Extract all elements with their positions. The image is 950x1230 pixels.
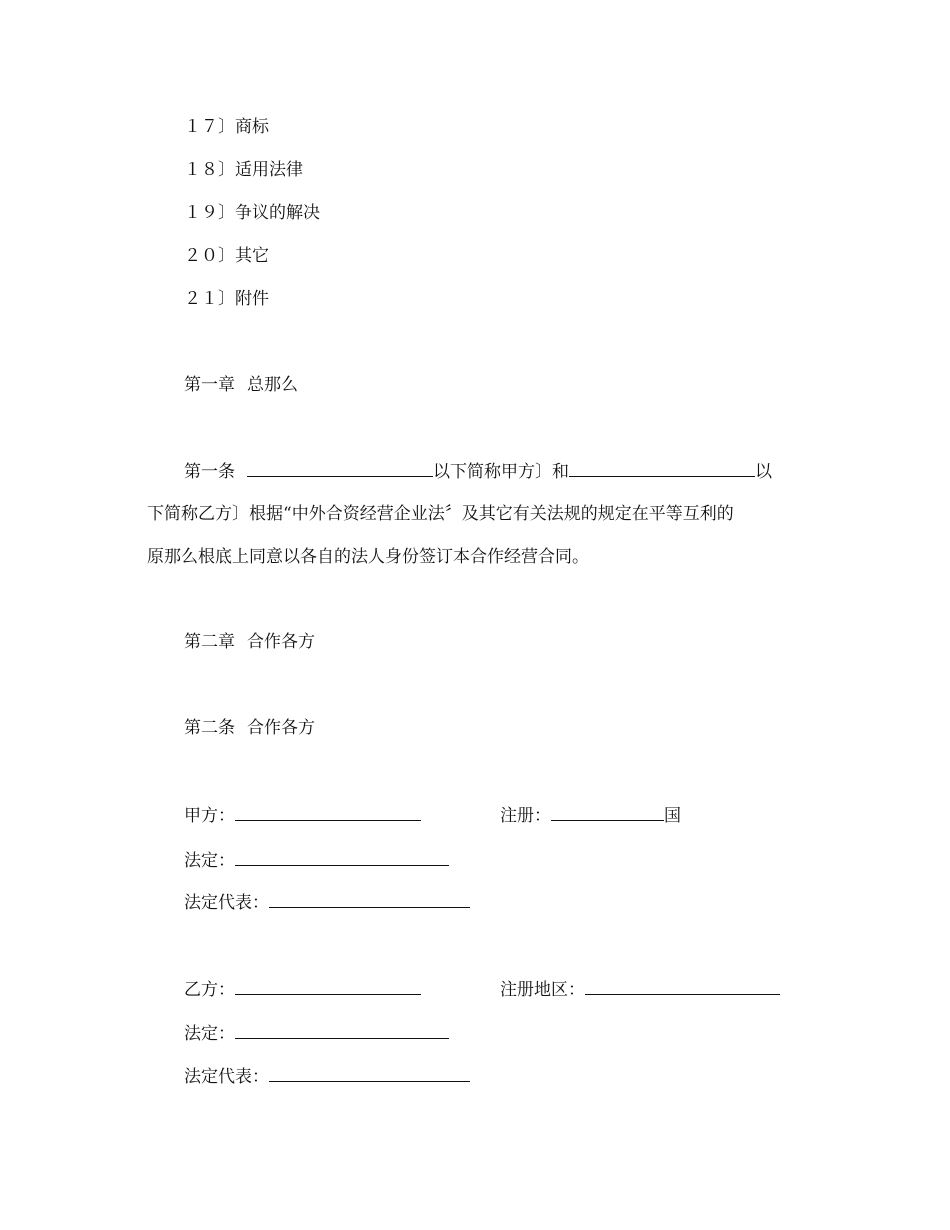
article-1-line-2: 下简称乙方〕根据“中外合资经营企业法〞及其它有关法规的规定在平等互利的 <box>147 504 734 524</box>
field-suffix: 国 <box>664 806 681 826</box>
toc-title: 商标 <box>235 117 269 137</box>
party-b-registration-row <box>500 978 780 1001</box>
field-label: 甲方： <box>184 806 235 826</box>
party-b-blank[interactable] <box>569 460 755 477</box>
toc-number: １９〕 <box>184 203 235 223</box>
field-label: 法定： <box>184 851 235 871</box>
field-label: 法定代表： <box>184 893 269 913</box>
party-a-name-field[interactable] <box>235 804 421 821</box>
toc-number: １８〕 <box>184 160 235 180</box>
article-label: 第二条 <box>184 718 235 738</box>
article-1-line-3: 原那么根底上同意以各自的法人身份签订本合作经营合同。 <box>147 547 589 567</box>
chapter-title: 合作各方 <box>247 632 315 652</box>
article-1-line-1 <box>184 460 772 483</box>
party-a-registration-field[interactable] <box>551 804 664 821</box>
chapter-label: 第二章 <box>184 632 235 652</box>
article-text: 以 <box>755 462 772 482</box>
party-b-representative-row <box>184 1065 470 1088</box>
party-a-legal-field[interactable] <box>235 849 449 866</box>
party-b-registration-field[interactable] <box>585 978 780 995</box>
field-label: 注册： <box>500 806 551 826</box>
party-b-legal-row <box>184 1022 449 1045</box>
toc-title: 附件 <box>235 289 269 309</box>
party-b-representative-field[interactable] <box>269 1065 470 1082</box>
toc-number: ２１〕 <box>184 289 235 309</box>
article-title: 合作各方 <box>247 718 315 738</box>
article-2-heading <box>184 717 315 739</box>
party-b-legal-field[interactable] <box>235 1022 449 1039</box>
field-label: 法定： <box>184 1024 235 1044</box>
party-b-name-row <box>184 978 421 1001</box>
party-a-representative-row <box>184 891 470 914</box>
toc-item-21 <box>184 288 269 310</box>
party-b-name-field[interactable] <box>235 978 421 995</box>
party-a-name-row <box>184 804 421 827</box>
toc-title: 适用法律 <box>235 160 303 180</box>
toc-number: ２０〕 <box>184 246 235 266</box>
toc-title: 其它 <box>235 246 269 266</box>
chapter-2-heading <box>184 631 315 653</box>
article-label: 第一条 <box>184 462 235 482</box>
party-a-registration-row <box>500 804 681 827</box>
party-a-legal-row <box>184 849 449 872</box>
party-a-representative-field[interactable] <box>269 891 470 908</box>
toc-title: 争议的解决 <box>235 203 320 223</box>
party-a-blank[interactable] <box>247 460 433 477</box>
field-label: 注册地区： <box>500 980 585 1000</box>
toc-number: １７〕 <box>184 117 235 137</box>
field-label: 乙方： <box>184 980 235 1000</box>
chapter-1-heading <box>184 374 298 396</box>
article-text: 以下简称甲方〕和 <box>433 462 569 482</box>
toc-item-20 <box>184 245 269 267</box>
toc-item-18 <box>184 159 303 181</box>
toc-item-19 <box>184 202 320 224</box>
chapter-title: 总那么 <box>247 375 298 395</box>
chapter-label: 第一章 <box>184 375 235 395</box>
toc-item-17 <box>184 116 269 138</box>
field-label: 法定代表： <box>184 1067 269 1087</box>
